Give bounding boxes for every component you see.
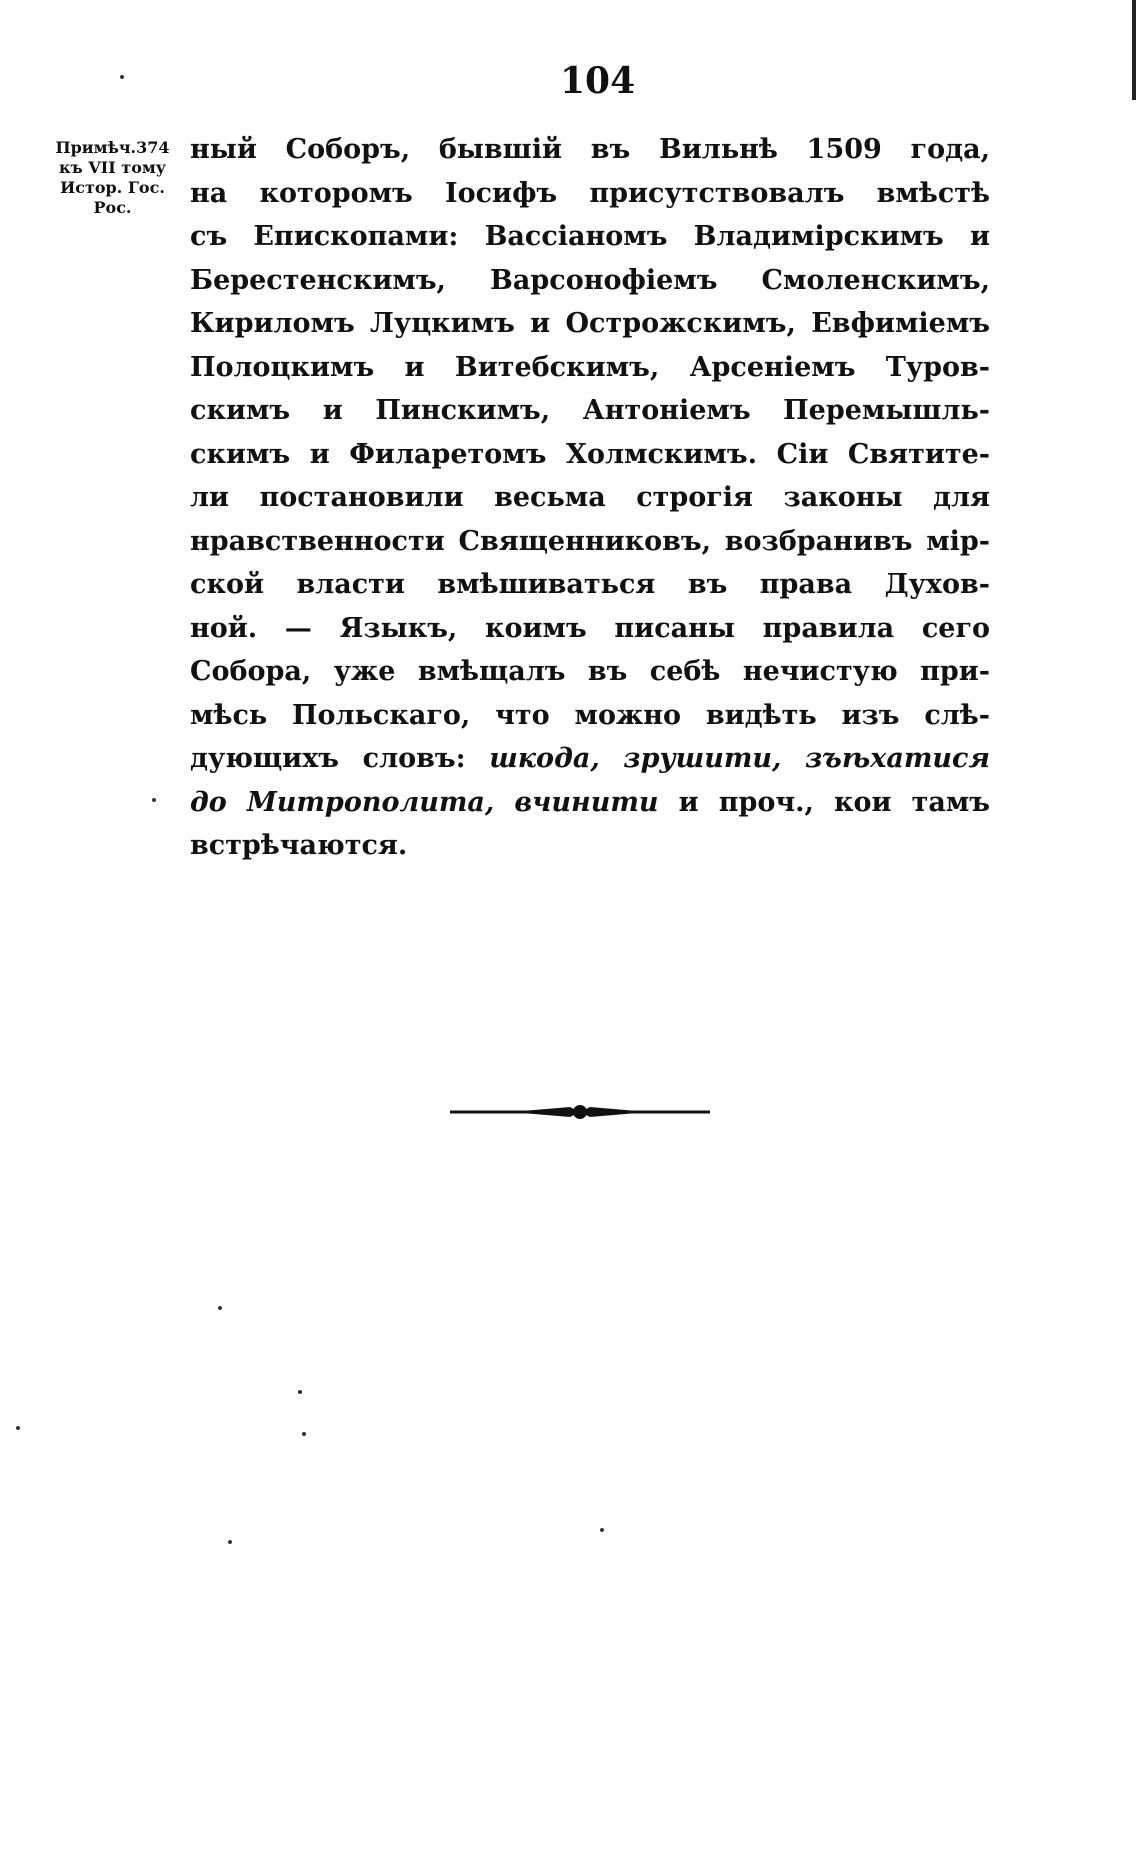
body-text [190, 128, 990, 868]
text-segment: дующихъ словъ: [190, 743, 490, 774]
margin-note-line: Примѣч.374 [55, 138, 170, 157]
ornament-right-dot [588, 1108, 596, 1116]
text-line-with-italics [190, 781, 990, 825]
page-edge-line [1132, 0, 1136, 100]
ornament-left-dot [564, 1108, 572, 1116]
italic-quote: до Митрополита, вчинити [190, 786, 659, 818]
text-segment: и проч., кои тамъ [658, 786, 990, 818]
text-line: ли постановили весьма строгія законы для [190, 482, 990, 513]
text-line: съ Епископами: Вассіаномъ Владимірскимъ и [190, 221, 990, 252]
print-speck [228, 1540, 232, 1544]
print-speck [218, 1306, 222, 1310]
text-line-with-italics [190, 737, 990, 781]
print-speck [120, 75, 124, 79]
print-speck [600, 1528, 604, 1532]
margin-note-line: Рос. [93, 198, 132, 217]
margin-note-line: къ VII тому [58, 158, 167, 177]
text-line: нравственности Священниковъ, возбранивъ мір- [190, 525, 990, 557]
print-speck [16, 1426, 20, 1430]
print-speck [152, 798, 156, 802]
text-line: на которомъ Іосифъ присутствовалъ вмѣстѣ [190, 177, 990, 209]
italic-quote: шкода, зрушити, зъѣхатися [489, 743, 990, 774]
text-line: скимъ и Пинскимъ, Антоніемъ Перемышль- [190, 395, 990, 426]
text-line-last: встрѣчаются. [190, 830, 408, 861]
ornament-center-dot [573, 1105, 587, 1119]
print-speck [302, 1432, 306, 1436]
text-line: Собора, уже вмѣщалъ въ себѣ нечистую при- [190, 656, 990, 687]
text-line: Полоцкимъ и Витебскимъ, Арсеніемъ Туров- [190, 351, 990, 383]
text-line: Кириломъ Луцкимъ и Острожскимъ, Евфиміемъ [190, 308, 990, 339]
text-line: ской власти вмѣшиваться въ права Духов- [190, 569, 990, 600]
print-speck [298, 1390, 302, 1394]
page-number: 104 [560, 60, 636, 102]
text-line: мѣсь Польскаго, что можно видѣть изъ слѣ- [190, 699, 990, 731]
text-line: скимъ и Филаретомъ Холмскимъ. Сіи Святите- [190, 438, 990, 470]
margin-note-line: Истор. Гос. [60, 178, 165, 197]
text-line: ной. — Языкъ, коимъ писаны правила сего [190, 612, 990, 644]
ornamental-rule-icon [450, 1102, 710, 1122]
margin-note [40, 138, 185, 218]
text-line: ный Соборъ, бывшій въ Вильнѣ 1509 года, [190, 134, 990, 165]
text-line: Берестенскимъ, Варсонофіемъ Смоленскимъ, [190, 264, 990, 296]
